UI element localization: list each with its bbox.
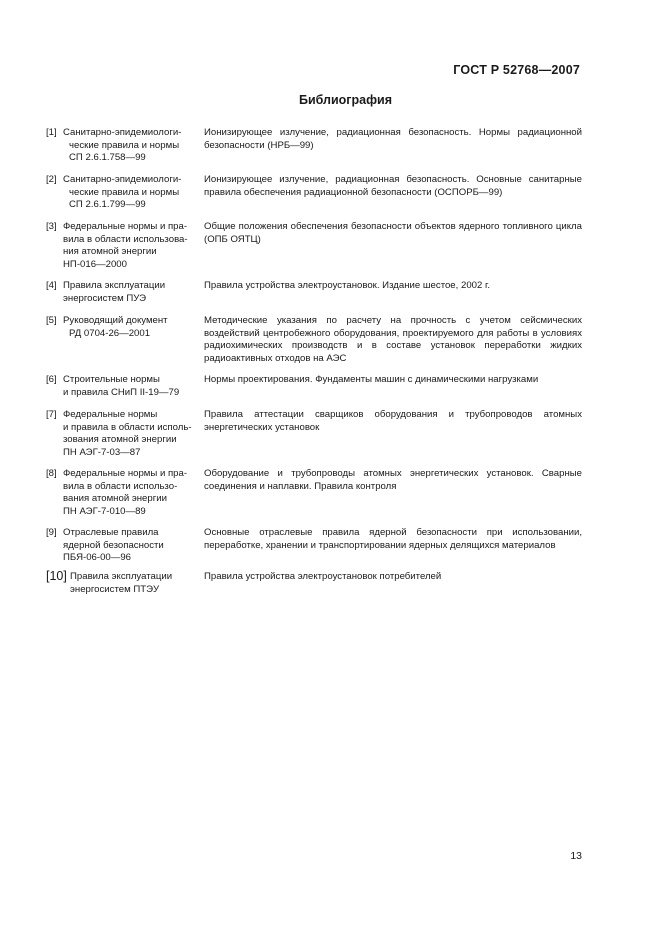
entry-source [70,571,210,596]
entry-source-line: Правила эксплуатации [63,280,166,291]
entry-number: [7] [46,409,57,420]
entry-source-line: ПБЯ-06-00—96 [63,552,132,564]
entry-source-line: СП 2.6.1.758—99 [69,152,146,164]
entry-source-line: ядерной безопасности [63,539,164,551]
entry-title: Оборудование и трубопроводы атомных энергетических установок. Сварные соединения и наплавки. Правила контроля [204,468,582,492]
entry-source-line: энергосистем ПУЭ [63,292,146,304]
entry-number: [4] [46,280,57,291]
entry-source-line: Федеральные нормы и пра- [63,221,188,232]
entry-source-line: Федеральные нормы и пра- [63,468,188,479]
bibliography-entry [46,174,584,221]
entry-source-line: Санитарно-эпидемиологи- [63,127,182,138]
entry-source-line: ПН АЭГ-7-03—87 [63,446,141,458]
entry-title: Нормы проектирования. Фундаменты машин с динамическими нагрузками [204,374,539,385]
bibliography-entry [46,374,584,409]
bibliography-list [46,127,584,601]
entry-source [63,374,203,399]
entry-title: Ионизирующее излучение, радиационная безопасность. Основные санитарные правила обеспечения радиационной безопасности (ОСПОРБ—99) [204,174,582,198]
entry-source [63,468,203,518]
entry-source-line: вания атомной энергии [63,493,167,505]
document-code: ГОСТ Р 52768—2007 [453,63,580,77]
entry-number: [10] [46,569,67,583]
entry-number: [3] [46,221,57,232]
entry-source-line: энергосистем ПТЭУ [70,583,160,595]
entry-source-line: ния атомной энергии [63,246,157,258]
entry-source-line: Отраслевые правила [63,527,159,538]
entry-source-line: ческие правила и нормы [69,139,180,151]
section-title: Библиография [298,93,393,107]
entry-source [63,315,203,340]
bibliography-entry [46,221,584,280]
entry-source-line: зования атомной энергии [63,434,177,446]
bibliography-entry [46,127,584,174]
entry-number: [6] [46,374,57,385]
entry-source-line: и правила СНиП II-19—79 [63,386,180,398]
entry-source-line: Федеральные нормы [63,409,158,420]
entry-source [63,174,203,212]
entry-title: Правила устройства электроустановок потребителей [204,571,442,582]
entry-number: [2] [46,174,57,185]
entry-source-line: Строительные нормы [63,374,160,385]
entry-title: Методические указания по расчету на прочность с учетом сейсмических воздействий центробежного оборудования, проектируемого для работы в условиях радиохимических производств и в составе установок переработки жидких радиоактивных отходов на АЭС [204,315,582,364]
bibliography-entry [46,315,584,374]
bibliography-entry [46,280,584,315]
entry-number: [9] [46,527,57,538]
entry-source-line: ческие правила и нормы [69,186,180,198]
entry-source-line: и правила в области исполь- [63,421,192,433]
entry-source [63,409,203,459]
entry-source-line: вила в области использо- [63,480,178,492]
entry-source [63,280,203,305]
entry-source [63,221,203,271]
entry-title: Общие положения обеспечения безопасности объектов ядерного топливного цикла (ОПБ ОЯТЦ) [204,221,582,245]
entry-number: [8] [46,468,57,479]
entry-source [63,127,203,165]
entry-source-line: СП 2.6.1.799—99 [69,199,146,211]
entry-source-line: РД 0704-26—2001 [69,327,151,339]
page-number: 13 [570,850,582,862]
entry-title: Правила аттестации сварщиков оборудования и трубопроводов атомных энергетических установок [204,409,582,433]
bibliography-entry [46,527,584,571]
bibliography-entry [46,571,584,601]
entry-source-line: ПН АЭГ-7-010—89 [63,505,146,517]
entry-source-line: вила в области использова- [63,233,188,245]
bibliography-entry [46,409,584,468]
entry-source-line: Правила эксплуатации [70,571,173,582]
entry-number: [1] [46,127,57,138]
bibliography-entry [46,468,584,527]
entry-number: [5] [46,315,57,326]
entry-title: Правила устройства электроустановок. Издание шестое, 2002 г. [204,280,490,291]
entry-title: Ионизирующее излучение, радиационная безопасность. Нормы радиационной безопасности (НРБ—99) [204,127,582,151]
entry-source-line: Руководящий документ [63,315,168,326]
entry-source [63,527,203,565]
entry-title: Основные отраслевые правила ядерной безопасности при использовании, переработке, хранении и транспортировании ядерных делящихся материалов [204,527,582,551]
entry-source-line: НП-016—2000 [63,258,127,270]
entry-source-line: Санитарно-эпидемиологи- [63,174,182,185]
